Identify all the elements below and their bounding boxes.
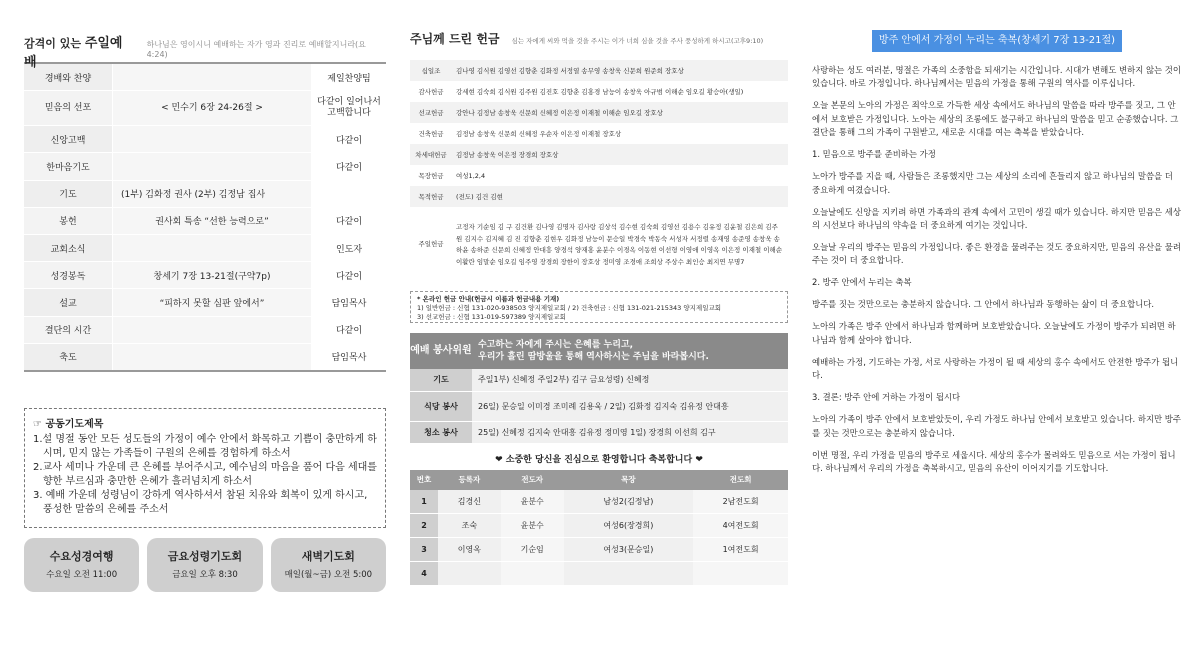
offering-row xyxy=(410,102,788,123)
newcomer-cell: 조숙 xyxy=(438,513,501,537)
order-who: 다같이 xyxy=(312,126,387,153)
order-who: 다같이 xyxy=(312,262,387,289)
newcomer-cell: 4 xyxy=(410,561,438,585)
newcomer-cell: 남성2(김정남) xyxy=(564,490,694,514)
sermon-heading: 3. 결론: 방주 안에 거하는 가정이 됩시다 xyxy=(812,392,961,403)
prayer-title: ☞ 공동기도제목 xyxy=(33,418,104,430)
sermon-column xyxy=(812,0,1182,645)
sermon-paragraph: 오늘 본문의 노아의 가정은 죄악으로 가득한 세상 속에서도 하나님의 말씀을 따라 방주를 짓고, 그 안에서 보호받은 가정입니다. 노아는 세상의 조롱에도 불구하고 하나님의 말씀을 믿고 순종했습니다. 그 결단을 통해 그의 가족이 구원받고, 새로운 시대를 여는 축복을 받았습니다. xyxy=(812,100,1179,138)
order-who: 다같이 xyxy=(312,153,387,180)
newcomer-cell: 김경신 xyxy=(438,490,501,514)
service-table xyxy=(410,369,788,444)
offering-names: 여성1,2,4 xyxy=(456,172,486,180)
order-item: 기도 xyxy=(24,180,113,207)
worship-title xyxy=(24,32,135,70)
meeting-name: 새벽기도회 xyxy=(301,549,355,563)
newcomer-cell: 이영옥 xyxy=(438,537,501,561)
order-item: 결단의 시간 xyxy=(24,316,113,343)
order-row xyxy=(24,262,386,289)
service-motto-line: 수고하는 자에게 주시는 은혜를 누리고, xyxy=(478,340,634,350)
order-content: (1부) 김화정 권사 (2부) 김정남 집사 xyxy=(113,180,312,207)
sermon-paragraph: 사랑하는 성도 여러분, 명절은 가족의 소중함을 되새기는 시간입니다. 시대가 변해도 변하지 않는 것이 있습니다. 바로 가정입니다. 하나님께서는 믿음의 가정을 통해 구원의 역사를 이루십니다. xyxy=(812,65,1181,89)
order-row xyxy=(24,316,386,343)
prayer-item: 2.교사 세미나 가운데 큰 은혜를 부어주시고, 예수님의 마음을 품어 다음 세대를 향한 부르심과 충만한 은혜가 흘러넘치게 하소서 xyxy=(33,461,377,487)
welcome-banner: ❤ 소중한 당신을 진심으로 환영합니다 축복합니다 ❤ xyxy=(495,454,703,465)
sermon-paragraph: 오늘날 우리의 방주는 믿음의 가정입니다. 좋은 환경을 물려주는 것도 중요하지만, 믿음의 유산을 물려주는 것이 더 중요합니다. xyxy=(812,242,1181,266)
offering-row xyxy=(410,207,788,283)
sermon-paragraph: 노아의 가족은 방주 안에서 하나님과 함께하며 보호받았습니다. 오늘날에도 가정이 방주가 되려면 하나님과 함께 살아야 합니다. xyxy=(812,321,1176,345)
order-item: 한마음기도 xyxy=(24,153,113,180)
order-row xyxy=(24,343,386,371)
offering-type: 차세대헌금 xyxy=(410,144,452,165)
newcomer-cell: 1 xyxy=(410,490,438,514)
worship-order-table xyxy=(24,62,386,372)
newcomer-cell: 윤분수 xyxy=(501,513,564,537)
newcomer-header-row xyxy=(410,470,788,490)
prayer-box xyxy=(24,408,386,528)
offering-names: 김정남 송창욱 신문희 신혜정 우순자 이은정 이재철 장호상 xyxy=(456,130,622,138)
offering-row xyxy=(410,81,788,102)
offering-title: 주님께 드린 헌금 xyxy=(410,32,500,46)
offering-names: 고정자 기순임 김 구 김건환 김나영 김명자 김사랑 김상석 김수현 김숙희 김영선 김용수 김유정 김윤철 김은희 김주원 김지수 김지혜 김 진 김향춘 김현우 김화정 남능이 문승일 박경숙 박동숙 서성자 서정렬 송재영 송준영 송창욱 송하윤 송하준 신문희 신혜정 안대흥 양경석 양재홍 윤분수 이경옥 이동현 이선형 이영애 이영옥 이은정 이재철 이해순 이활란 임말순 임오길 임주영 장경희 장한이 장호상 정미영 조경애 조희상 주상수 최인승 최지연 무명7 xyxy=(456,223,783,266)
newcomer-cell xyxy=(564,561,694,585)
offering-row xyxy=(410,165,788,186)
offering-names: 김나영 김식원 김영선 김향춘 김화정 서정열 송무영 송창욱 신문희 원준희 장호상 xyxy=(452,60,788,81)
service-role: 기도 xyxy=(410,369,472,391)
newcomer-cell: 여성6(장경희) xyxy=(564,513,694,537)
order-item: 봉헌 xyxy=(24,207,113,234)
online-line: 3) 선교헌금 : 신협 131-019-597389 양지제일교회 xyxy=(417,313,566,321)
meeting-time: 수요일 오전 11:00 xyxy=(46,569,118,580)
newcomer-cell: 여성3(문승일) xyxy=(564,537,694,561)
service-header xyxy=(410,333,788,369)
offering-type: 선교헌금 xyxy=(410,102,452,123)
worship-title-main: 주일예배 xyxy=(24,36,123,70)
order-row xyxy=(24,207,386,234)
order-content xyxy=(113,126,312,153)
offering-type: 감사헌금 xyxy=(418,88,444,96)
order-content xyxy=(113,234,312,261)
newcomer-cell xyxy=(693,561,788,585)
meetings-row xyxy=(24,538,386,592)
offering-row xyxy=(410,144,788,165)
order-item: 교회소식 xyxy=(24,234,113,261)
order-content xyxy=(113,343,312,371)
newcomer-row xyxy=(410,490,788,514)
offering-names: 강세현 김숙희 김식원 김주원 김진호 김향춘 김홍경 남능이 송창욱 아규범 이해순 임오길 황승아(생일) xyxy=(456,88,744,96)
offering-type: 건축헌금 xyxy=(418,130,444,138)
offering-type: 목장헌금 xyxy=(418,172,444,180)
prayer-item: 1.설 명절 동안 모든 성도들의 가정이 예수 안에서 화목하고 기쁨이 충만하게 하시며, 믿지 않는 가족들이 구원의 은혜를 경험하게 하소서 xyxy=(33,433,377,459)
service-text: 25일) 신혜정 김지숙 안대흥 김유정 정미영 1일) 장경희 이선희 김구 xyxy=(472,421,788,443)
service-row xyxy=(410,421,788,443)
service-motto-line: 우리가 흘린 땀방울을 통해 역사하시는 주님을 바라봅시다. xyxy=(478,352,709,362)
worship-header xyxy=(24,32,386,70)
newcomer-table xyxy=(410,470,788,586)
offering-names: 김정남 송창욱 이은정 장경희 장호상 xyxy=(452,144,788,165)
offering-row xyxy=(410,186,788,207)
order-content: 권사회 특송 “선한 능력으로” xyxy=(113,207,312,234)
newcomer-cell: 1여전도회 xyxy=(693,537,788,561)
newcomer-cell: 기순임 xyxy=(501,537,564,561)
order-row xyxy=(24,289,386,316)
offering-column xyxy=(410,0,788,645)
service-text: 26일) 문승일 이미경 조미례 김용욱 / 2일) 김화정 김지숙 김유정 안대흥 xyxy=(472,391,788,421)
newcomer-cell: 2남전도회 xyxy=(693,490,788,514)
offering-verse: 심는 자에게 씨와 먹을 것을 주시는 이가 너희 심을 것을 주사 풍성하게 하시고(고후9:10) xyxy=(511,37,764,45)
order-content xyxy=(113,63,312,91)
newcomer-cell: 4여전도회 xyxy=(693,513,788,537)
newcomer-row xyxy=(410,513,788,537)
order-content xyxy=(113,153,312,180)
offering-table xyxy=(410,60,788,283)
offering-type: 십일조 xyxy=(410,60,452,81)
newcomer-cell xyxy=(501,561,564,585)
order-row xyxy=(24,126,386,153)
sermon-paragraph: 예배하는 가정, 기도하는 가정, 서로 사랑하는 가정이 될 때 세상의 홍수 속에서도 안전한 방주가 됩니다. xyxy=(812,356,1179,381)
newcomer-cell: 2 xyxy=(410,513,438,537)
offering-names: 강안나 김정남 송창욱 신문희 신혜정 이은정 이재철 이해순 임오길 장호상 xyxy=(452,102,788,123)
order-who: 담임목사 xyxy=(312,289,387,316)
order-content: “피하지 못할 심판 앞에서” xyxy=(113,289,312,316)
service-text: 주일1부) 신혜정 주일2부) 김구 금요성령) 신혜정 xyxy=(472,369,788,391)
order-item: 축도 xyxy=(24,343,113,371)
meeting-time: 매일(월~금) 오전 5:00 xyxy=(284,569,373,580)
newcomer-row xyxy=(410,561,788,585)
sermon-title: 방주 안에서 가정이 누리는 축복(창세기 7장 13-21절) xyxy=(872,30,1122,52)
offering-row xyxy=(410,60,788,81)
newcomer-header: 전도회 xyxy=(693,470,788,490)
online-title: * 온라인 헌금 안내(헌금시 이름과 헌금내용 기재) xyxy=(417,295,560,303)
worship-verse: 하나님은 영이시니 예배하는 자가 영과 진리로 예배할지니라(요4:24) xyxy=(146,40,366,59)
order-item: 신앙고백 xyxy=(24,126,113,153)
sermon-heading: 2. 방주 안에서 누리는 축복 xyxy=(812,277,912,288)
offering-row xyxy=(410,123,788,144)
meeting-name: 수요성경여행 xyxy=(49,549,114,563)
service-role: 청소 봉사 xyxy=(410,421,472,443)
order-row xyxy=(24,91,386,126)
order-item: 성경봉독 xyxy=(24,262,113,289)
order-item: 믿음의 선포 xyxy=(24,91,113,126)
order-row xyxy=(24,180,386,207)
sermon-paragraph: 방주를 짓는 것만으로는 충분하지 않습니다. 그 안에서 하나님과 동행하는 삶이 더 중요합니다. xyxy=(812,299,1155,310)
meeting-name: 금요성령기도회 xyxy=(167,549,243,563)
prayer-item: 3. 예배 가운데 성령님이 강하게 역사하셔서 참된 치유와 회복이 있게 하시고, 풍성한 말씀의 은혜를 주소서 xyxy=(33,489,368,515)
order-who: 인도자 xyxy=(312,234,387,261)
service-motto xyxy=(472,339,709,363)
worship-column xyxy=(24,0,386,645)
offering-names: (전도) 김건 김현 xyxy=(452,186,788,207)
meeting-dawn xyxy=(271,538,386,592)
offering-type: 주일헌금 xyxy=(418,240,444,249)
worship-title-pre: 감격이 있는 xyxy=(24,37,81,50)
sermon-paragraph: 이번 명절, 우리 가정을 믿음의 방주로 세웁시다. 세상의 홍수가 몰려와도 믿음으로 서는 가정이 됩니다. 하나님께서 우리의 가정을 축복하시고, 믿음의 유산이 이어지기를 기도합니다. xyxy=(812,449,1176,474)
online-line: 1) 일반헌금 : 신협 131-020-938503 양지제일교회 / 2) 건축헌금 : 신협 131-021-215343 양지제일교회 xyxy=(417,304,722,312)
sermon-paragraph: 노아가 방주를 지을 때, 사람들은 조롱했지만 그는 세상의 소리에 흔들리지 않고 하나님의 말씀을 더 중요하게 여겼습니다. xyxy=(812,171,1173,195)
offering-header xyxy=(410,30,788,52)
order-row xyxy=(24,153,386,180)
order-who: 다같이 xyxy=(312,316,387,343)
order-item: 설교 xyxy=(24,289,113,316)
order-who xyxy=(312,180,387,207)
order-item: 경배와 찬양 xyxy=(24,63,113,91)
order-who: 담임목사 xyxy=(312,343,387,371)
order-who: 다같이 일어나서 고백합니다 xyxy=(312,91,387,126)
sermon-body xyxy=(812,64,1182,475)
sermon-paragraph: 노아의 가족이 방주 안에서 보호받았듯이, 우리 가정도 하나님 안에서 보호받고 있습니다. 하지만 방주를 짓는 것만으로는 충분하지 않습니다. xyxy=(812,414,1181,438)
newcomer-header: 등록자 xyxy=(438,470,501,490)
service-label: 예배 봉사위원 xyxy=(410,345,472,356)
newcomer-header: 전도자 xyxy=(501,470,564,490)
newcomer-row xyxy=(410,537,788,561)
service-row xyxy=(410,391,788,421)
sermon-paragraph: 오늘날에도 신앙을 지키려 하면 가족과의 관계 속에서 고민이 생길 때가 있습니다. 하지만 믿음은 세상의 시선보다 하나님의 약속을 더 중요하게 여기는 것입니다. xyxy=(812,206,1181,231)
service-section xyxy=(410,333,788,444)
meeting-time: 금요일 오후 8:30 xyxy=(172,569,238,580)
newcomer-cell xyxy=(438,561,501,585)
order-content xyxy=(113,316,312,343)
service-role: 식당 봉사 xyxy=(410,391,472,421)
order-content: 창세기 7장 13-21절(구약7p) xyxy=(113,262,312,289)
order-who: 다같이 xyxy=(312,207,387,234)
newcomer-cell: 윤분수 xyxy=(501,490,564,514)
sermon-heading: 1. 믿음으로 방주를 준비하는 가정 xyxy=(812,149,936,160)
order-who: 제일찬양팀 xyxy=(312,63,387,91)
online-offering-box xyxy=(410,291,788,323)
newcomer-header: 번호 xyxy=(410,470,438,490)
order-content: < 민수기 6장 24-26절 > xyxy=(113,91,312,126)
newcomer-header: 목장 xyxy=(564,470,694,490)
newcomer-cell: 3 xyxy=(410,537,438,561)
order-row xyxy=(24,234,386,261)
service-row xyxy=(410,369,788,391)
offering-type: 목적헌금 xyxy=(410,186,452,207)
meeting-wednesday xyxy=(24,538,139,592)
meeting-friday xyxy=(147,538,262,592)
